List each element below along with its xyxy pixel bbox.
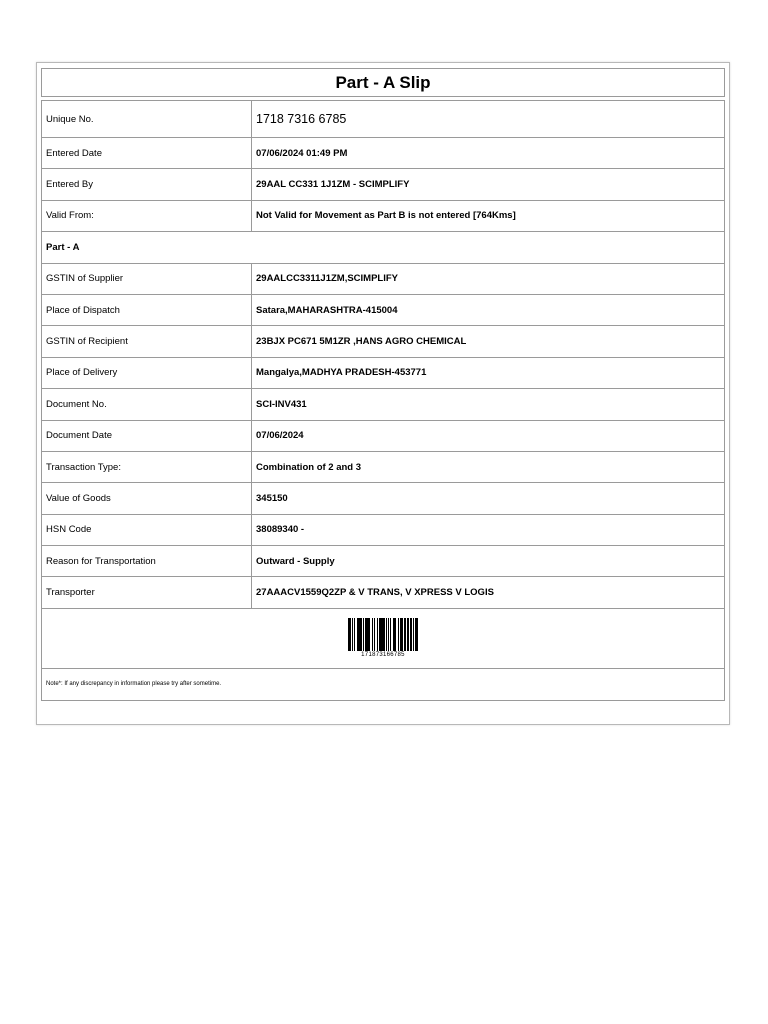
barcode-row bbox=[42, 608, 725, 668]
barcode bbox=[348, 618, 418, 658]
transaction-type-label: Transaction Type: bbox=[42, 451, 252, 482]
transporter-label: Transporter bbox=[42, 577, 252, 608]
barcode-cell bbox=[42, 608, 725, 668]
entered-date-label: Entered Date bbox=[42, 138, 252, 169]
place-of-delivery-value: Mangalya,MADHYA PRADESH-453771 bbox=[252, 357, 725, 388]
transporter-value: 27AAACV1559Q2ZP & V TRANS, V XPRESS V LOGIS bbox=[252, 577, 725, 608]
slip-table bbox=[41, 100, 725, 701]
place-of-delivery-label: Place of Delivery bbox=[42, 357, 252, 388]
table-row bbox=[42, 389, 725, 420]
note-row bbox=[42, 668, 725, 700]
gstin-recipient-value: 23BJX PC671 5M1ZR ,HANS AGRO CHEMICAL bbox=[252, 326, 725, 357]
barcode-number: 171873166785 bbox=[361, 652, 405, 659]
value-of-goods-label: Value of Goods bbox=[42, 483, 252, 514]
table-row bbox=[42, 577, 725, 608]
slip-frame bbox=[36, 62, 730, 725]
place-of-dispatch-value: Satara,MAHARASHTRA-415004 bbox=[252, 294, 725, 325]
table-row bbox=[42, 357, 725, 388]
reason-transport-value: Outward - Supply bbox=[252, 546, 725, 577]
document-no-value: SCI-INV431 bbox=[252, 389, 725, 420]
table-row bbox=[42, 483, 725, 514]
barcode-bars bbox=[348, 618, 418, 651]
table-row bbox=[42, 514, 725, 545]
table-row bbox=[42, 200, 725, 231]
slip-content bbox=[41, 68, 725, 701]
document-no-label: Document No. bbox=[42, 389, 252, 420]
table-row bbox=[42, 451, 725, 482]
gstin-supplier-value: 29AALCC3311J1ZM,SCIMPLIFY bbox=[252, 263, 725, 294]
place-of-dispatch-label: Place of Dispatch bbox=[42, 294, 252, 325]
entered-by-label: Entered By bbox=[42, 169, 252, 200]
table-row bbox=[42, 101, 725, 138]
entered-by-value: 29AAL CC331 1J1ZM - SCIMPLIFY bbox=[252, 169, 725, 200]
value-of-goods-value: 345150 bbox=[252, 483, 725, 514]
document-date-value: 07/06/2024 bbox=[252, 420, 725, 451]
document-date-label: Document Date bbox=[42, 420, 252, 451]
section-heading: Part - A bbox=[42, 232, 725, 263]
valid-from-value: Not Valid for Movement as Part B is not entered [764Kms] bbox=[252, 200, 725, 231]
table-row bbox=[42, 138, 725, 169]
hsn-code-label: HSN Code bbox=[42, 514, 252, 545]
note-text: Note*: If any discrepancy in information please try after sometime. bbox=[42, 668, 725, 700]
table-row bbox=[42, 263, 725, 294]
gstin-supplier-label: GSTIN of Supplier bbox=[42, 263, 252, 294]
slip-title: Part - A Slip bbox=[41, 68, 725, 97]
unique-no-label: Unique No. bbox=[42, 101, 252, 138]
valid-from-label: Valid From: bbox=[42, 200, 252, 231]
entered-date-value: 07/06/2024 01:49 PM bbox=[252, 138, 725, 169]
table-row bbox=[42, 546, 725, 577]
table-row bbox=[42, 420, 725, 451]
reason-transport-label: Reason for Transportation bbox=[42, 546, 252, 577]
table-row bbox=[42, 326, 725, 357]
hsn-code-value: 38089340 - bbox=[252, 514, 725, 545]
table-row bbox=[42, 294, 725, 325]
table-row bbox=[42, 169, 725, 200]
transaction-type-value: Combination of 2 and 3 bbox=[252, 451, 725, 482]
barcode-bar bbox=[416, 618, 417, 651]
section-row bbox=[42, 232, 725, 263]
unique-no-value: 1718 7316 6785 bbox=[252, 101, 725, 138]
gstin-recipient-label: GSTIN of Recipient bbox=[42, 326, 252, 357]
